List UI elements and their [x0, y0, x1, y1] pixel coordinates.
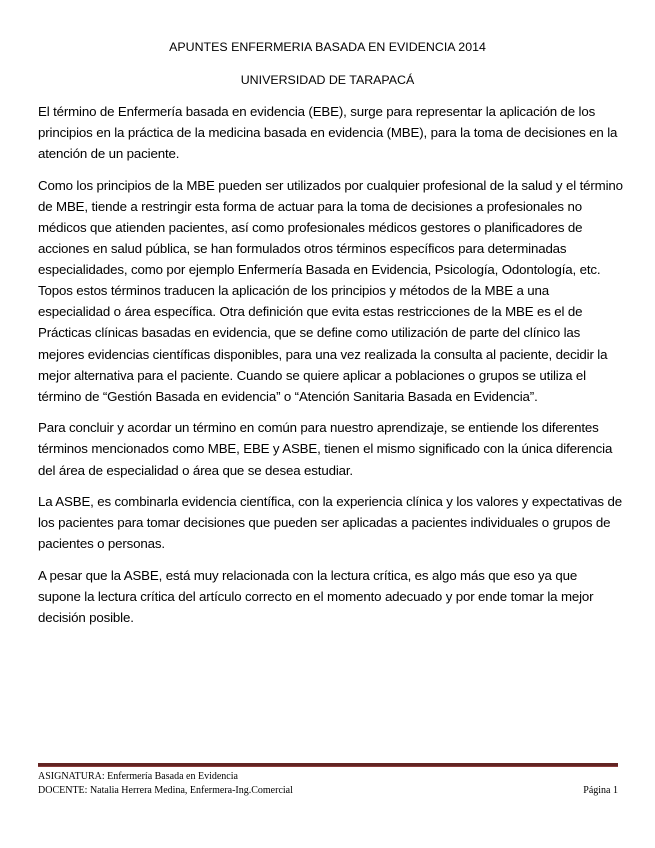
paragraph-1: El término de Enfermería basada en evidencia (EBE), surge para representar la aplicación de los principios en la práctica de la medicina basada en evidencia (MBE), para la toma de decisiones en la atención de un paciente.	[38, 104, 618, 162]
paragraph-2: Como los principios de la MBE pueden ser utilizados por cualquier profesional de la salud y el término de MBE, tiende a restringir esta forma de actuar para la toma de decisiones a profesionales no médicos que atienden pacientes, así como profesionales médicos gestores o planificadores de acciones en salud pública, se han formulados otros términos específicos para determinadas especialidades, como por ejemplo Enfermería Basada en Evidencia, Psicología, Odontología, etc. Topos estos términos traducen la aplicación de los principios y métodos de la MBE a una especialidad o área específica. Otra definición que evita estas restricciones de la MBE es el de Prácticas clínicas basadas en evidencia, que se define como utilización de parte del clínico las mejores evidencias científicas disponibles, para una vez realizada la consulta al paciente, decidir la mejor alternativa para el paciente. Cuando se quiere aplicar a poblaciones o grupos se utiliza el término de “Gestión Basada en evidencia” o “Atención Sanitaria Basada en Evidencia”.	[38, 177, 623, 404]
paragraph-3: Para concluir y acordar un término en común para nuestro aprendizaje, se entiende los diferentes términos mencionados como MBE, EBE y ASBE, tienen el mismo significado con la única diferencia del área de especialidad o área que se desea estudiar.	[38, 420, 613, 478]
document-body	[38, 101, 623, 639]
footer-subject: ASIGNATURA: Enfermería Basada en Evidencia	[38, 771, 238, 782]
paragraph-4: La ASBE, es combinarla evidencia científica, con la experiencia clínica y los valores y expectativas de los pacientes para tomar decisiones que pueden ser aplicadas a pacientes individuales o grupos de pacientes o personas.	[38, 494, 622, 552]
footer-teacher: DOCENTE: Natalia Herrera Medina, Enfermera-Ing.Comercial	[38, 785, 293, 796]
paragraph-5: A pesar que la ASBE, está muy relacionada con la lectura crítica, es algo más que eso ya que supone la lectura crítica del artículo correcto en el momento adecuado y por ende tomar la mejor decisión posible.	[38, 567, 594, 626]
footer-divider	[38, 763, 618, 767]
page-number: Página 1	[583, 785, 618, 796]
university-name: UNIVERSIDAD DE TARAPACÁ	[240, 73, 415, 87]
footer-line-2	[38, 784, 618, 797]
document-title: APUNTES ENFERMERIA BASADA EN EVIDENCIA 2014	[169, 40, 486, 54]
